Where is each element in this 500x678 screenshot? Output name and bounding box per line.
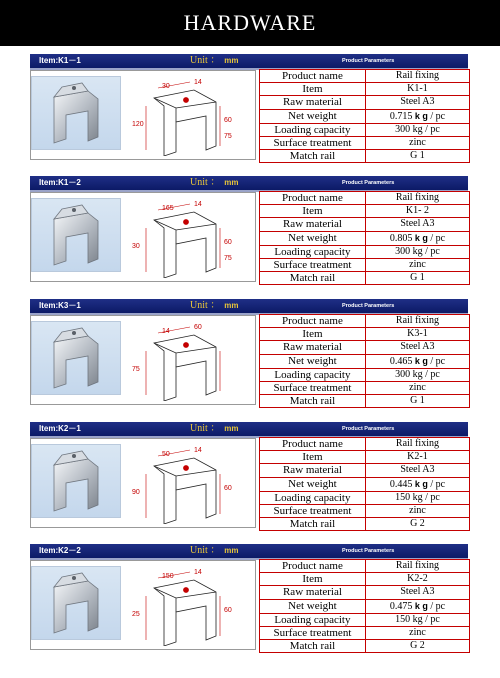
parameter-value: G 2 xyxy=(365,517,469,530)
parameter-key: Raw material xyxy=(260,586,366,599)
parameter-row xyxy=(260,464,470,477)
dimension-label: 120 xyxy=(132,121,144,128)
technical-drawing xyxy=(124,76,254,156)
parameter-key: Product name xyxy=(260,560,366,573)
unit-text: Unit ： xyxy=(190,423,221,434)
parameter-row xyxy=(260,96,470,109)
parameter-value xyxy=(365,599,469,613)
parameter-key: Product name xyxy=(260,70,366,83)
parameter-value xyxy=(365,354,469,368)
item-bar xyxy=(30,299,468,315)
kg-unit: k g xyxy=(414,355,428,366)
dimension-label: 50 xyxy=(162,451,170,458)
parameter-key: Net weight xyxy=(260,599,366,613)
product-photo xyxy=(31,198,121,272)
parameter-value: Steel A3 xyxy=(365,464,469,477)
technical-drawing xyxy=(124,198,254,278)
parameter-row xyxy=(260,70,470,83)
parameter-row xyxy=(260,573,470,586)
parameter-value: K3-1 xyxy=(365,328,469,341)
parameter-row xyxy=(260,328,470,341)
parameters-table xyxy=(259,437,470,531)
parameter-row xyxy=(260,231,470,245)
parameter-key: Loading capacity xyxy=(260,368,366,381)
net-weight-number: 0.805 xyxy=(389,232,415,244)
parameter-key: Raw material xyxy=(260,341,366,354)
parameter-value: K1-1 xyxy=(365,83,469,96)
parameter-row xyxy=(260,245,470,258)
parameter-value: zinc xyxy=(365,258,469,271)
unit-label xyxy=(190,421,239,437)
parameter-key: Loading capacity xyxy=(260,613,366,626)
unit-label xyxy=(190,175,239,191)
per-pc-unit: / pc xyxy=(427,600,446,612)
parameter-key: Item xyxy=(260,451,366,464)
parameter-row xyxy=(260,560,470,573)
parameter-key: Surface treatment xyxy=(260,504,366,517)
parameter-value: Rail fixing xyxy=(365,192,469,205)
parameter-value xyxy=(365,109,469,123)
unit-value: mm xyxy=(224,424,239,433)
parameter-row xyxy=(260,394,470,407)
parameter-row xyxy=(260,205,470,218)
item-label: Item:K2－1 xyxy=(39,424,81,433)
parameter-key: Net weight xyxy=(260,109,366,123)
parameter-key: Product name xyxy=(260,438,366,451)
parameter-row xyxy=(260,599,470,613)
dimension-label: 60 xyxy=(224,117,232,124)
unit-text: Unit ： xyxy=(190,545,221,556)
product-section xyxy=(30,422,468,530)
dimension-label: 14 xyxy=(194,569,202,576)
parameters-table xyxy=(259,559,470,653)
product-photo xyxy=(31,321,121,395)
parameter-key: Surface treatment xyxy=(260,258,366,271)
parameter-value: K2-2 xyxy=(365,573,469,586)
dimension-label: 60 xyxy=(224,485,232,492)
parameter-value: G 1 xyxy=(365,271,469,284)
parameter-row xyxy=(260,381,470,394)
product-parameters-header: Product Parameters xyxy=(342,426,395,432)
item-bar xyxy=(30,54,468,70)
parameter-key: Net weight xyxy=(260,477,366,491)
parameter-value: K1- 2 xyxy=(365,205,469,218)
parameter-key: Surface treatment xyxy=(260,626,366,639)
parameter-key: Surface treatment xyxy=(260,381,366,394)
unit-label xyxy=(190,53,239,69)
parameter-value: 300 kg / pc xyxy=(365,245,469,258)
parameter-value: Rail fixing xyxy=(365,438,469,451)
dimension-label: 60 xyxy=(194,324,202,331)
unit-text: Unit ： xyxy=(190,177,221,188)
parameter-row xyxy=(260,368,470,381)
parameter-value: 300 kg / pc xyxy=(365,368,469,381)
parameter-row xyxy=(260,192,470,205)
kg-unit: k g xyxy=(414,110,428,121)
parameter-value: Steel A3 xyxy=(365,218,469,231)
dimension-label: 150 xyxy=(162,573,174,580)
item-label: Item:K1－2 xyxy=(39,178,81,187)
parameter-value: Steel A3 xyxy=(365,341,469,354)
technical-drawing xyxy=(124,321,254,401)
parameter-row xyxy=(260,451,470,464)
net-weight-number: 0.475 xyxy=(389,600,415,612)
parameter-key: Raw material xyxy=(260,96,366,109)
parameter-row xyxy=(260,477,470,491)
per-pc-unit: / pc xyxy=(427,110,446,122)
parameter-value: Steel A3 xyxy=(365,586,469,599)
technical-drawing xyxy=(124,566,254,646)
technical-drawing xyxy=(124,444,254,524)
unit-value: mm xyxy=(224,56,239,65)
parameter-key: Loading capacity xyxy=(260,123,366,136)
parameter-value: Rail fixing xyxy=(365,560,469,573)
parameter-key: Match rail xyxy=(260,639,366,652)
item-label: Item:K2－2 xyxy=(39,546,81,555)
net-weight-number: 0.445 xyxy=(389,478,415,490)
parameter-value: G 2 xyxy=(365,639,469,652)
net-weight-number: 0.715 xyxy=(389,110,415,122)
unit-text: Unit ： xyxy=(190,55,221,66)
unit-value: mm xyxy=(224,546,239,555)
parameter-key: Match rail xyxy=(260,271,366,284)
parameter-value: 150 kg / pc xyxy=(365,491,469,504)
parameter-key: Item xyxy=(260,328,366,341)
parameter-row xyxy=(260,504,470,517)
parameter-key: Match rail xyxy=(260,149,366,162)
parameter-value: zinc xyxy=(365,504,469,517)
product-parameters-header: Product Parameters xyxy=(342,58,395,64)
product-photo xyxy=(31,76,121,150)
parameter-value xyxy=(365,477,469,491)
parameter-value xyxy=(365,231,469,245)
parameter-key: Loading capacity xyxy=(260,491,366,504)
parameters-table xyxy=(259,191,470,285)
parameter-value: G 1 xyxy=(365,394,469,407)
item-bar xyxy=(30,422,468,438)
parameter-row xyxy=(260,613,470,626)
parameter-row xyxy=(260,315,470,328)
dimension-label: 60 xyxy=(224,607,232,614)
dimension-label: 14 xyxy=(162,328,170,335)
dimension-label: 14 xyxy=(194,79,202,86)
parameter-value: Rail fixing xyxy=(365,315,469,328)
parameter-row xyxy=(260,123,470,136)
dimension-label: 60 xyxy=(224,239,232,246)
per-pc-unit: / pc xyxy=(427,232,446,244)
parameter-value: 150 kg / pc xyxy=(365,613,469,626)
product-parameters-header: Product Parameters xyxy=(342,548,395,554)
product-parameters-header: Product Parameters xyxy=(342,303,395,309)
product-parameters-header: Product Parameters xyxy=(342,180,395,186)
parameter-key: Net weight xyxy=(260,231,366,245)
dimension-label: 90 xyxy=(132,489,140,496)
product-section xyxy=(30,54,468,162)
parameter-row xyxy=(260,109,470,123)
page-title: HARDWARE xyxy=(0,0,500,46)
parameter-row xyxy=(260,136,470,149)
product-section xyxy=(30,544,468,652)
parameter-key: Match rail xyxy=(260,394,366,407)
product-section xyxy=(30,176,468,284)
parameter-row xyxy=(260,149,470,162)
product-photo xyxy=(31,444,121,518)
parameter-key: Net weight xyxy=(260,354,366,368)
parameter-row xyxy=(260,83,470,96)
kg-unit: k g xyxy=(414,600,428,611)
parameter-row xyxy=(260,341,470,354)
dimension-label: 25 xyxy=(132,611,140,618)
parameter-key: Item xyxy=(260,573,366,586)
product-photo xyxy=(31,566,121,640)
dimension-label: 75 xyxy=(224,255,232,262)
parameter-key: Item xyxy=(260,83,366,96)
parameter-row xyxy=(260,639,470,652)
parameter-row xyxy=(260,354,470,368)
item-bar xyxy=(30,544,468,560)
parameter-key: Raw material xyxy=(260,464,366,477)
unit-text: Unit ： xyxy=(190,300,221,311)
net-weight-number: 0.465 xyxy=(389,355,415,367)
kg-unit: k g xyxy=(414,232,428,243)
dimension-label: 75 xyxy=(132,366,140,373)
parameter-key: Item xyxy=(260,205,366,218)
parameter-value: Steel A3 xyxy=(365,96,469,109)
per-pc-unit: / pc xyxy=(427,355,446,367)
unit-label xyxy=(190,543,239,559)
unit-label xyxy=(190,298,239,314)
dimension-label: 30 xyxy=(132,243,140,250)
parameter-key: Raw material xyxy=(260,218,366,231)
per-pc-unit: / pc xyxy=(427,478,446,490)
parameter-value: zinc xyxy=(365,626,469,639)
parameter-row xyxy=(260,517,470,530)
parameter-key: Match rail xyxy=(260,517,366,530)
parameter-row xyxy=(260,491,470,504)
dimension-label: 14 xyxy=(194,447,202,454)
kg-unit: k g xyxy=(414,478,428,489)
parameter-row xyxy=(260,586,470,599)
parameter-row xyxy=(260,258,470,271)
parameter-key: Product name xyxy=(260,315,366,328)
dimension-label: 75 xyxy=(224,133,232,140)
parameter-row xyxy=(260,438,470,451)
item-label: Item:K1－1 xyxy=(39,56,81,65)
parameter-row xyxy=(260,218,470,231)
item-bar xyxy=(30,176,468,192)
parameter-value: 300 kg / pc xyxy=(365,123,469,136)
parameter-row xyxy=(260,626,470,639)
product-section xyxy=(30,299,468,407)
dimension-label: 165 xyxy=(162,205,174,212)
dimension-label: 14 xyxy=(194,201,202,208)
parameter-key: Product name xyxy=(260,192,366,205)
parameter-value: zinc xyxy=(365,381,469,394)
parameter-key: Surface treatment xyxy=(260,136,366,149)
dimension-label: 30 xyxy=(162,83,170,90)
parameter-row xyxy=(260,271,470,284)
item-label: Item:K3－1 xyxy=(39,301,81,310)
unit-value: mm xyxy=(224,301,239,310)
parameter-key: Loading capacity xyxy=(260,245,366,258)
parameter-value: Rail fixing xyxy=(365,70,469,83)
parameter-value: zinc xyxy=(365,136,469,149)
parameters-table xyxy=(259,69,470,163)
parameter-value: G 1 xyxy=(365,149,469,162)
parameter-value: K2-1 xyxy=(365,451,469,464)
parameters-table xyxy=(259,314,470,408)
unit-value: mm xyxy=(224,178,239,187)
